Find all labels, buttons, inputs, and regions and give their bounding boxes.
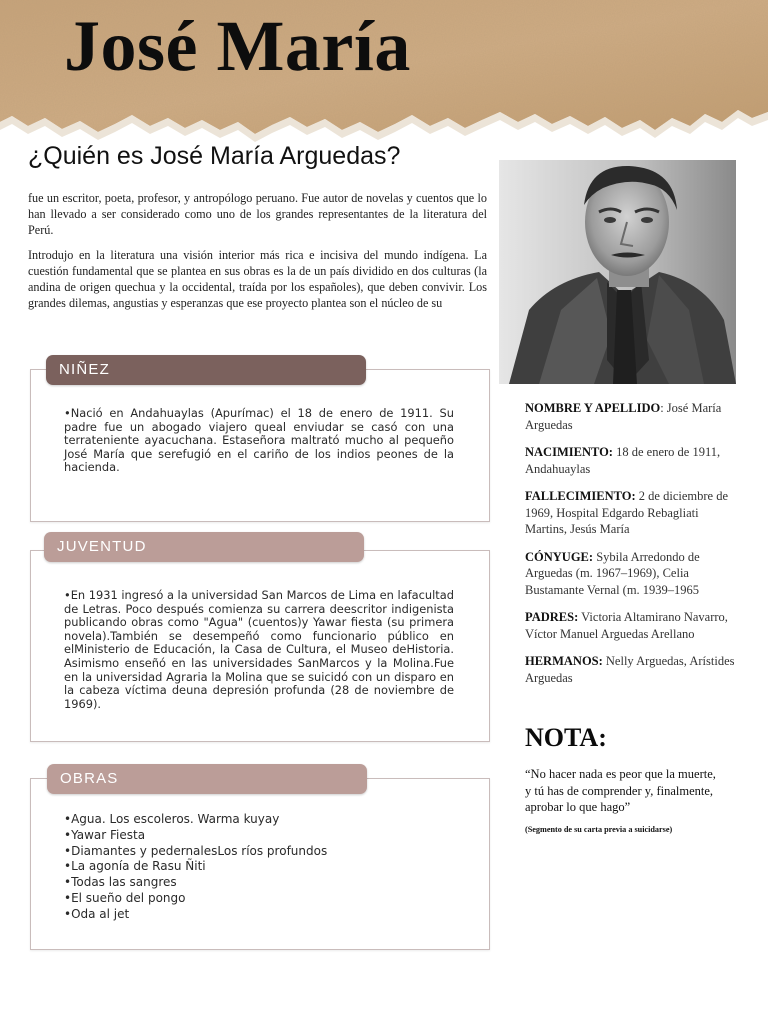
nota-heading: NOTA:: [525, 723, 607, 752]
childhood-text: •Nació en Andahuaylas (Apurímac) el 18 de enero de 1911. Su padre fue un abogado viajero queal enviudar se casó con una terrateniente ayacuchana. Estaseñora maltrató mucho al pequeño José María que serefugió en el cariño de los indios peones de la hacienda.: [64, 406, 454, 475]
fact-siblings: [525, 653, 735, 686]
intro-paragraph: fue un escritor, poeta, profesor, y antropólogo peruano. Fue autor de novelas y cuentos que lo han llevado a ser considerado como uno de los grandes representantes de la literatura del Perú.: [28, 191, 487, 238]
fact-birth: [525, 444, 735, 477]
list-item: •Diamantes y pedernalesLos ríos profundos: [64, 843, 328, 858]
page-subtitle: ¿Quién es José María Arguedas?: [28, 142, 401, 170]
fact-label: HERMANOS:: [525, 654, 603, 668]
fact-value: Nelly Arguedas, Arístides Arguedas: [525, 654, 735, 685]
list-item: •El sueño del pongo: [64, 890, 186, 905]
intro-paragraph: Introdujo en la literatura una visión interior más rica e incisiva del mundo indígena. La cuestión fundamental que se plantea en sus obras es la de un país dividido en dos culturas (la andina de origen quechua y la occidental, traída por los españoles), que deben convivir. Los grandes dilemas, angustias y esperanzas que ese proyecto plantea son el núcleo de su: [28, 247, 487, 311]
fact-label: FALLECIMIENTO:: [525, 489, 636, 503]
childhood-tab: NIÑEZ: [46, 355, 366, 385]
intro-text: [28, 190, 487, 319]
list-item: •Todas las sangres: [64, 875, 177, 890]
fact-value: 18 de enero de 1911, Andahuaylas: [525, 445, 721, 476]
fact-death: [525, 488, 735, 538]
youth-text: •En 1931 ingresó a la universidad San Marcos de Lima en lafacultad de Letras. Poco después comienza su carrera deescritor indigenista publicando obras como "Agua" (cuentos)y Yawar fiesta (su primera novela).También se desempeñó como funcionario público en elMinisterio de Educación, la Casa de Cultura, el Museo deHistoria. Asimismo enseñó en las universidades SanMarcos y la Molina.Fue en la universidad Agraria la Molina que se suicidó con un disparo en la cabeza víctima deuna depresión profunda (28 de noviembre de 1969).: [64, 588, 454, 711]
portrait-photo: [499, 160, 736, 384]
fact-parents: [525, 609, 735, 642]
list-item: •Agua. Los escoleros. Warma kuyay: [64, 812, 280, 826]
title-clip: [0, 0, 768, 150]
page-title: José María: [64, 6, 411, 86]
fact-label: CÓNYUGE:: [525, 549, 594, 564]
youth-tab: JUVENTUD: [44, 532, 364, 562]
list-item: •Oda al jet: [64, 906, 130, 921]
biography-facts: [525, 400, 735, 697]
fact-name: [525, 400, 735, 433]
portrait-image: [499, 160, 736, 384]
fact-value: : José María Arguedas: [525, 401, 722, 432]
works-list: [64, 812, 464, 923]
fact-label: NACIMIENTO:: [525, 445, 613, 459]
list-item: •Yawar Fiesta: [64, 827, 146, 842]
quote-text: “No hacer nada es peor que la muerte, y tú has de comprender y, finalmente, aprobar lo que hago”: [525, 767, 716, 814]
quote-source: (Segmento de su carta previa a suicidarse): [525, 825, 673, 834]
fact-value: 2 de diciembre de 1969, Hospital Edgardo Rebagliati Martins, Jesús María: [525, 489, 728, 536]
fact-spouse: [525, 549, 735, 599]
fact-label: NOMBRE Y APELLIDO: [525, 401, 661, 415]
list-item: •La agonía de Rasu Ñiti: [64, 859, 206, 874]
fact-label: PADRES:: [525, 610, 579, 624]
works-tab: OBRAS: [47, 764, 367, 794]
fact-value: Victoria Altamirano Navarro, Víctor Manuel Arguedas Arellano: [525, 610, 728, 641]
fact-value: Sybila Arredondo de Arguedas (m. 1967–1969), Celia Bustamante Vernal (m. 1939–1965: [525, 549, 700, 597]
